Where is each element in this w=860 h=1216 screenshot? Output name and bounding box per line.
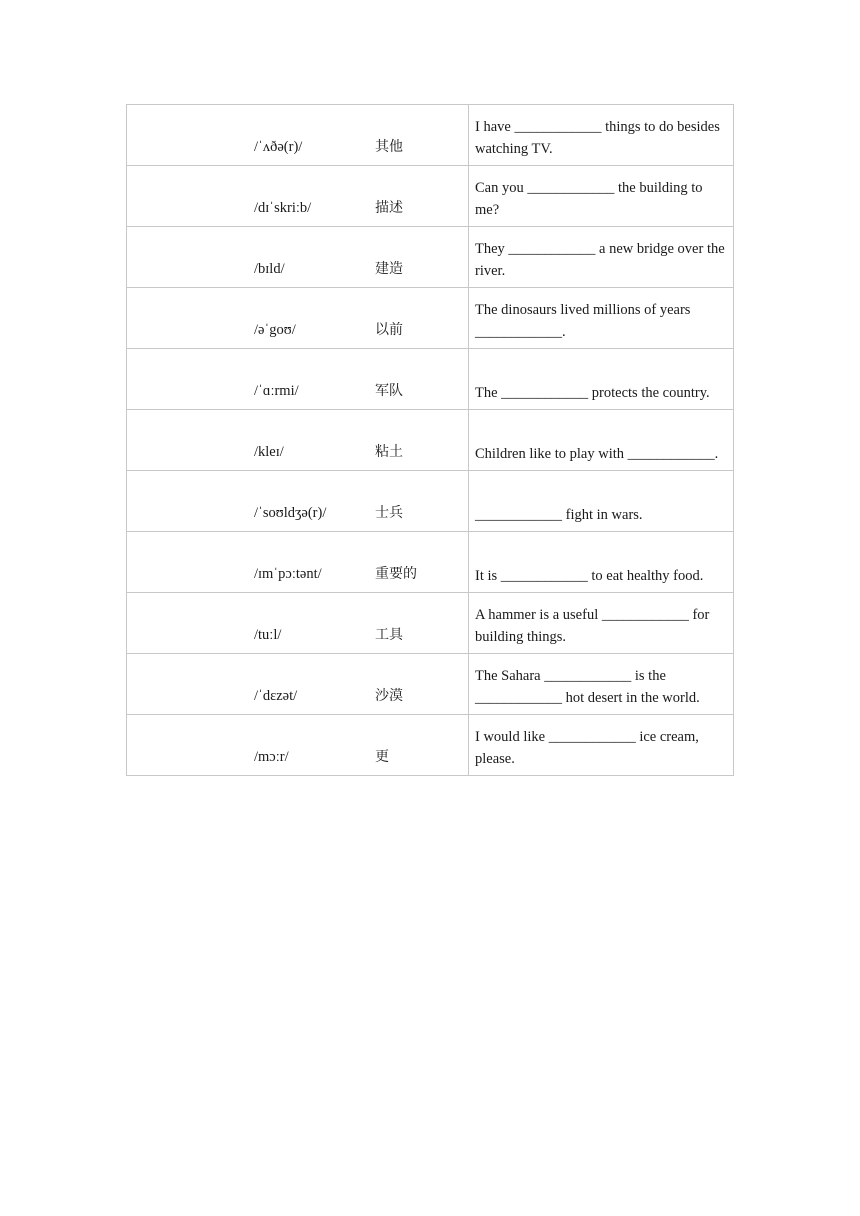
table-row	[127, 166, 734, 227]
table-row	[127, 105, 734, 166]
example-sentence-cell	[469, 471, 734, 532]
table-row	[127, 593, 734, 654]
table-row	[127, 715, 734, 776]
meaning-cell: 工具	[368, 593, 469, 654]
phonetic-cell: /bɪld/	[247, 227, 368, 288]
example-sentence-cell	[469, 105, 734, 166]
phonetic-cell: /ˈsoʊldʒə(r)/	[247, 471, 368, 532]
word-blank-cell[interactable]	[127, 715, 248, 776]
example-sentence-cell	[469, 532, 734, 593]
example-sentence: I would like ____________ ice cream, please.	[475, 729, 699, 767]
word-blank-cell[interactable]	[127, 593, 248, 654]
phonetic-cell: /əˈgoʊ/	[247, 288, 368, 349]
meaning-cell: 其他	[368, 105, 469, 166]
word-blank-cell[interactable]	[127, 654, 248, 715]
example-sentence-cell	[469, 410, 734, 471]
meaning-cell: 重要的	[368, 532, 469, 593]
meaning-cell: 建造	[368, 227, 469, 288]
table-row	[127, 288, 734, 349]
example-sentence: The ____________ protects the country.	[475, 385, 710, 401]
vocabulary-table	[126, 104, 734, 776]
phonetic-cell: /ɪmˈpɔːtənt/	[247, 532, 368, 593]
example-sentence: Children like to play with ____________.	[475, 446, 719, 462]
example-sentence-cell	[469, 227, 734, 288]
phonetic-cell: /mɔːr/	[247, 715, 368, 776]
vocabulary-table-body	[127, 105, 734, 776]
table-row	[127, 227, 734, 288]
word-blank-cell[interactable]	[127, 532, 248, 593]
table-row	[127, 532, 734, 593]
table-row	[127, 471, 734, 532]
example-sentence: It is ____________ to eat healthy food.	[475, 568, 704, 584]
table-row	[127, 410, 734, 471]
word-blank-cell[interactable]	[127, 166, 248, 227]
example-sentence: ____________ fight in wars.	[475, 507, 643, 523]
meaning-cell: 粘土	[368, 410, 469, 471]
example-sentence: The Sahara ____________ is the ____________ hot desert in the world.	[475, 668, 700, 706]
meaning-cell: 军队	[368, 349, 469, 410]
example-sentence: The dinosaurs lived millions of years ____________.	[475, 302, 691, 340]
table-row	[127, 654, 734, 715]
example-sentence: A hammer is a useful ____________ for building things.	[475, 607, 710, 645]
meaning-cell: 更	[368, 715, 469, 776]
word-blank-cell[interactable]	[127, 105, 248, 166]
example-sentence-cell	[469, 715, 734, 776]
example-sentence-cell	[469, 166, 734, 227]
example-sentence-cell	[469, 288, 734, 349]
meaning-cell: 士兵	[368, 471, 469, 532]
word-blank-cell[interactable]	[127, 410, 248, 471]
word-blank-cell[interactable]	[127, 288, 248, 349]
phonetic-cell: /ˈʌðə(r)/	[247, 105, 368, 166]
meaning-cell: 以前	[368, 288, 469, 349]
phonetic-cell: /dɪˈskriːb/	[247, 166, 368, 227]
example-sentence-cell	[469, 593, 734, 654]
example-sentence-cell	[469, 349, 734, 410]
meaning-cell: 描述	[368, 166, 469, 227]
example-sentence: They ____________ a new bridge over the river.	[475, 241, 725, 279]
phonetic-cell: /ˈdɛzət/	[247, 654, 368, 715]
word-blank-cell[interactable]	[127, 349, 248, 410]
phonetic-cell: /kleɪ/	[247, 410, 368, 471]
word-blank-cell[interactable]	[127, 227, 248, 288]
example-sentence: I have ____________ things to do besides watching TV.	[475, 119, 720, 157]
table-row	[127, 349, 734, 410]
phonetic-cell: /tuːl/	[247, 593, 368, 654]
word-blank-cell[interactable]	[127, 471, 248, 532]
example-sentence-cell	[469, 654, 734, 715]
example-sentence: Can you ____________ the building to me?	[475, 180, 703, 218]
phonetic-cell: /ˈɑːrmi/	[247, 349, 368, 410]
meaning-cell: 沙漠	[368, 654, 469, 715]
